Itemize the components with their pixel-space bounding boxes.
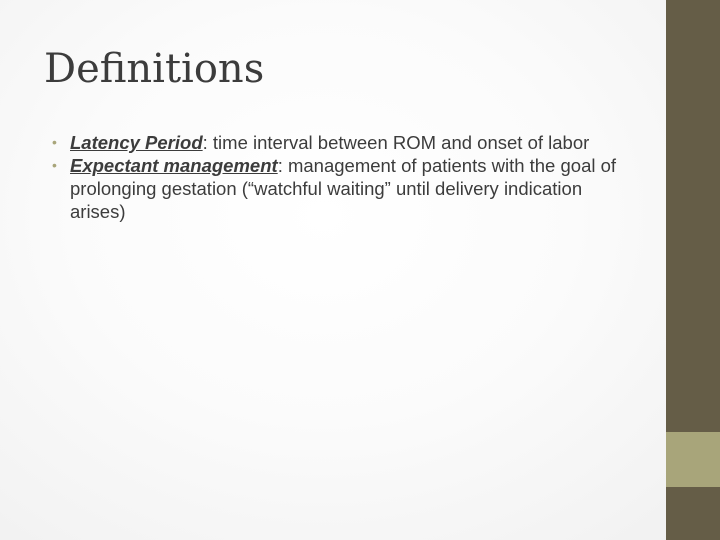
term-latency-period: Latency Period: [70, 132, 203, 153]
sidebar-accent-block: [666, 432, 720, 487]
slide-title: Definitions: [44, 46, 265, 92]
definition-expectant-management: management of patients with the goal of prolonging gestation (“watchful waiting” until delivery indication arises): [70, 155, 617, 222]
bullet-list: [52, 131, 632, 223]
bullet-item-expectant-management: [52, 154, 632, 223]
definition-latency-period: time interval between ROM and onset of labor: [207, 132, 590, 153]
term-separator: :: [277, 155, 283, 176]
bullet-icon: •: [52, 157, 57, 173]
term-expectant-management: Expectant management: [70, 155, 278, 176]
bullet-icon: •: [52, 134, 57, 150]
term-separator: :: [202, 132, 208, 153]
bullet-item-latency-period: [52, 131, 632, 154]
